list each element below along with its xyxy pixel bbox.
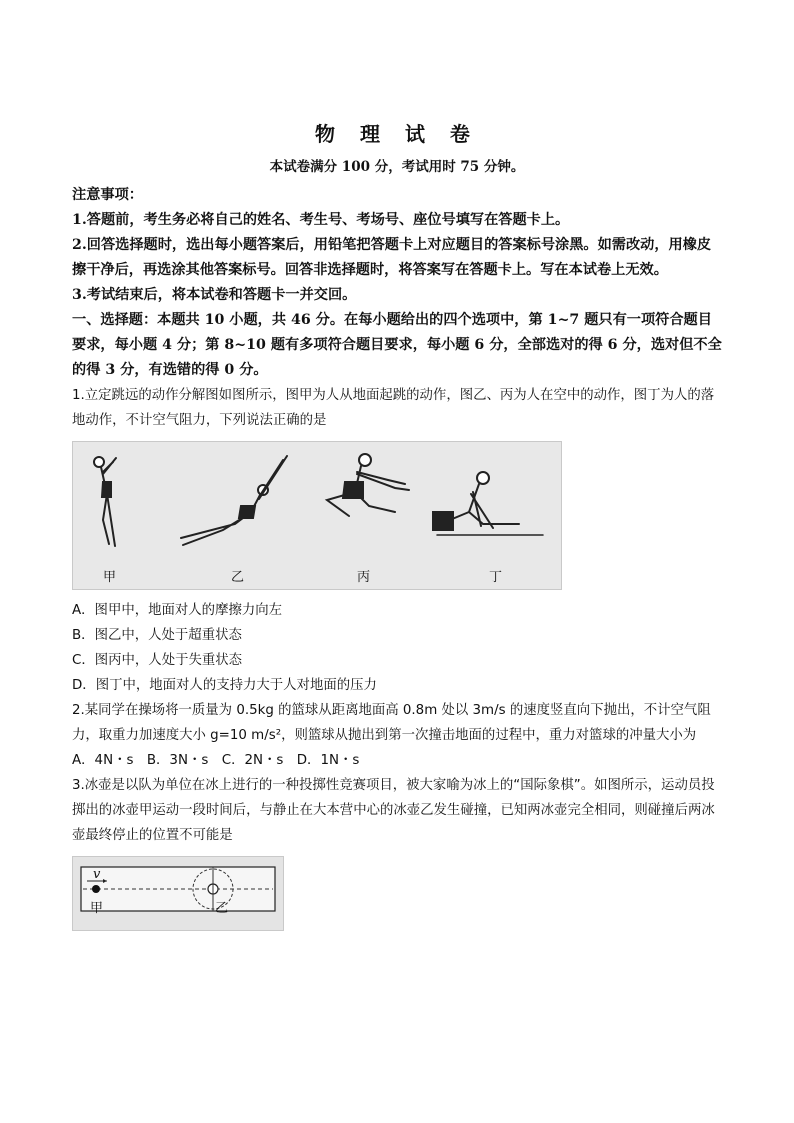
jumper-yi-figure	[181, 456, 287, 545]
jumper-jia-figure	[94, 457, 116, 546]
question-1-option-a: A．图甲中，地面对人的摩擦力向左	[72, 603, 283, 618]
question-1-option-b: B．图乙中，人处于超重状态	[72, 628, 242, 643]
stone-jia-label: 甲	[90, 901, 104, 916]
notice-heading: 注意事项：	[72, 187, 143, 203]
question-2-options: A．4N・s B．3N・s C．2N・s D．1N・s	[72, 753, 360, 768]
velocity-label: v	[93, 867, 101, 882]
stone-yi-label: 乙	[215, 901, 229, 916]
question-3-stem: 3.冰壶是以队为单位在冰上进行的一种投掷性竞赛项目，被大家喻为冰上的“国际象棋”。如图所示，运动员投掷出的冰壶甲运动一段时间后，与静止在大本营中心的冰壶乙发生碰撞，已知两冰壶完全相同，则碰撞后两冰壶最终停止的位置不可能是	[72, 778, 715, 843]
question-1-option-d: D．图丁中，地面对人的支持力大于人对地面的压力	[72, 678, 377, 693]
long-jump-drawing	[73, 442, 561, 589]
question-1-option-c: C．图丙中，人处于失重状态	[72, 653, 243, 668]
figure-label-ding: 丁	[489, 570, 503, 585]
exam-page	[72, 118, 722, 931]
notice-item: 2.回答选择题时，选出每小题答案后，用铅笔把答题卡上对应题目的答案标号涂黑。如需改动，用橡皮擦干净后，再选涂其他答案标号。回答非选择题时，将答案写在答题卡上。写在本试卷上无效。	[72, 237, 712, 278]
curling-drawing	[73, 857, 283, 930]
figure-label-jia: 甲	[103, 570, 117, 585]
page-title: 物 理 试 卷	[315, 122, 479, 146]
jumper-bing-figure	[327, 454, 409, 516]
exam-subtitle: 本试卷满分 100 分，考试用时 75 分钟。	[269, 159, 525, 175]
question-1-stem: 1.立定跳远的动作分解图如图所示，图甲为人从地面起跳的动作，图乙、丙为人在空中的动作，图丁为人的落地动作，不计空气阻力，下列说法正确的是	[72, 388, 715, 428]
notice-item: 1.答题前，考生务必将自己的姓名、考生号、考场号、座位号填写在答题卡上。	[72, 212, 570, 228]
curling-figure	[72, 856, 284, 931]
figure-label-bing: 丙	[357, 570, 371, 585]
figure-label-yi: 乙	[231, 570, 245, 585]
jumper-ding-figure	[433, 472, 543, 535]
notice-item: 3.考试结束后，将本试卷和答题卡一并交回。	[72, 287, 357, 303]
long-jump-figure	[72, 441, 562, 590]
section-instructions: 一、选择题：本题共 10 小题，共 46 分。在每小题给出的四个选项中，第 1~7 题只有一项符合题目要求，每小题 4 分；第 8~10 题有多项符合题目要求，每小题 6 分，全部选对的得 6 分，选对但不全的得 3 分，有选错的得 0 分。	[72, 312, 722, 378]
question-2-stem: 2.某同学在操场将一质量为 0.5kg 的篮球从距离地面高 0.8m 处以 3m/s 的速度竖直向下抛出，不计空气阻力，取重力加速度大小 g=10 m/s²，则篮球从抛出到第一次撞击地面的过程中，重力对篮球的冲量大小为	[72, 703, 711, 743]
